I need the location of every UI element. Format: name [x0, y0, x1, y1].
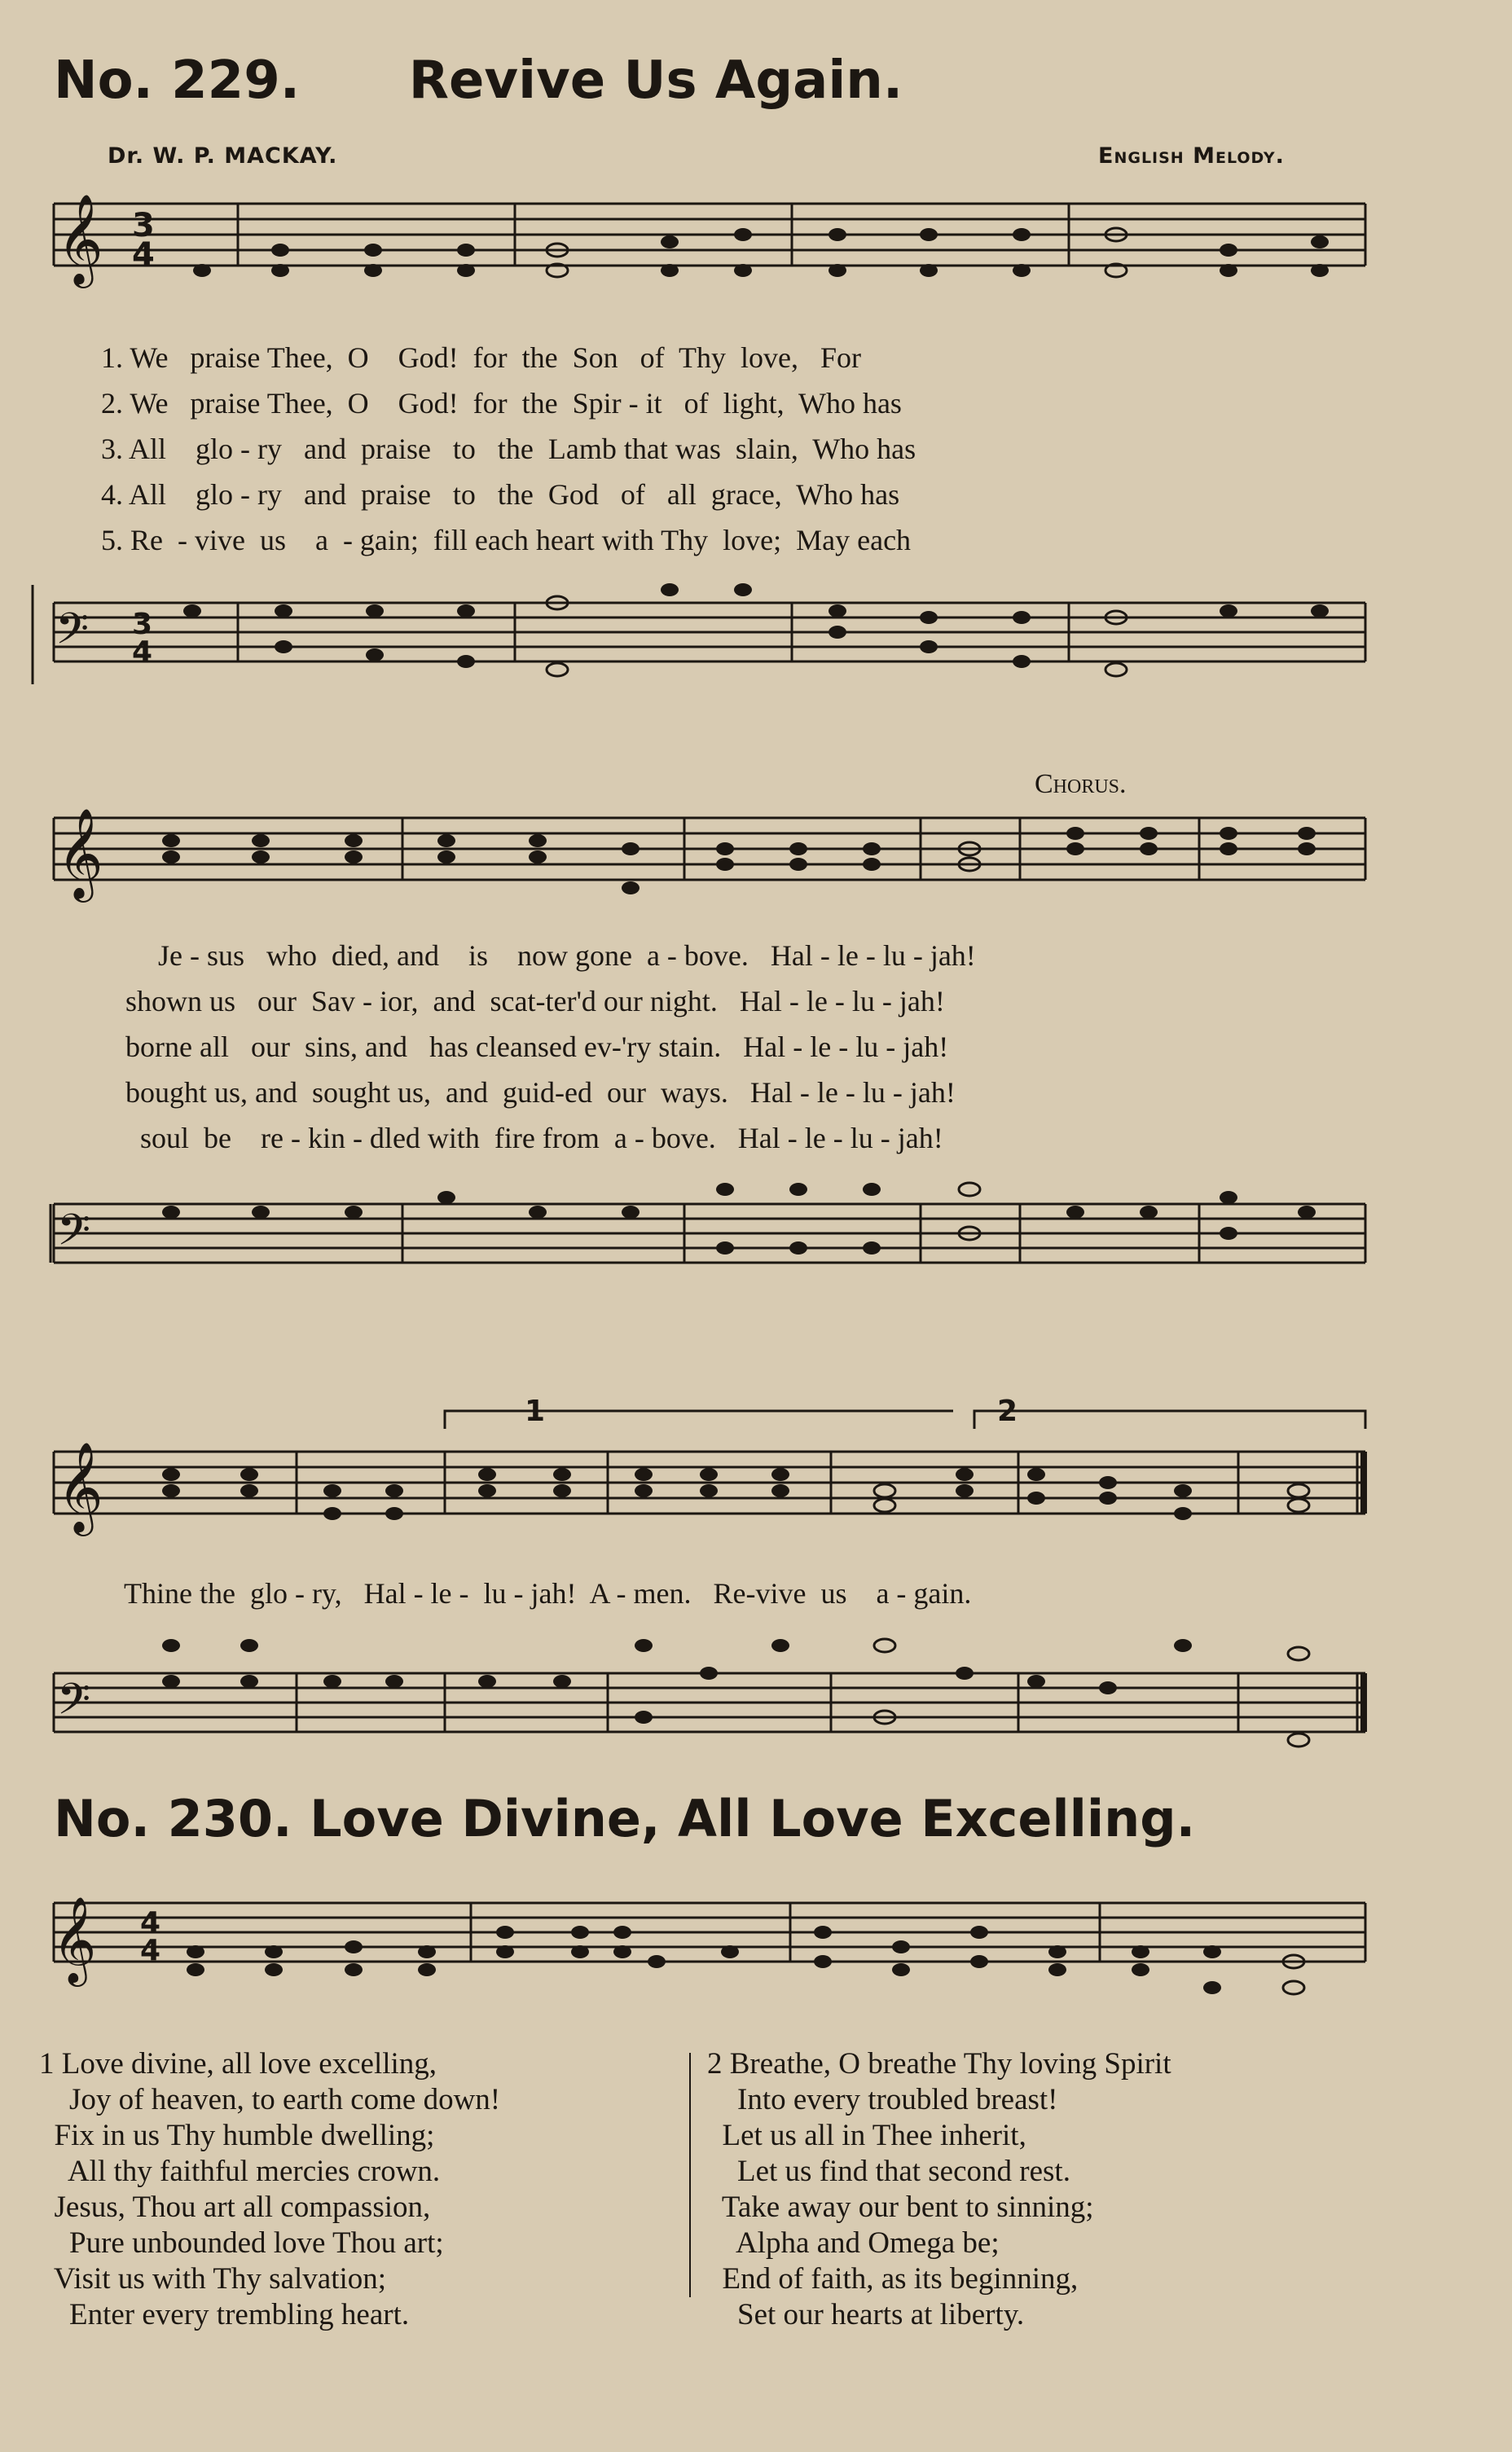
system2-bass-staff [0, 1165, 1512, 1312]
chorus-label: Chorus. [1035, 769, 1127, 799]
first-ending-label: 1 [525, 1395, 546, 1428]
verse-line: Joy of heaven, to earth come down! [39, 2083, 501, 2116]
verse-line: 1 Love divine, all love excelling, [39, 2047, 437, 2081]
verse3-line-b: borne all our sins, and has cleansed ev-'ry stain. Hal - le - lu - jah! [125, 1030, 949, 1063]
svg-text:4: 4 [140, 1906, 161, 1940]
svg-text:4: 4 [132, 236, 155, 274]
svg-text:𝄞: 𝄞 [57, 193, 103, 284]
system3-treble-staff [0, 1401, 1512, 1540]
hymn2-treble-staff [0, 1865, 1512, 2012]
svg-text:𝄢: 𝄢 [55, 604, 90, 665]
verse-line: Into every troubled breast! [707, 2083, 1058, 2116]
verse5-line-a: 5. Re - vive us a - gain; fill each heart with Thy love; May each [101, 524, 912, 556]
svg-text:3: 3 [132, 608, 153, 641]
verse-line: 2 Breathe, O breathe Thy loving Spirit [707, 2047, 1171, 2081]
verse-line: Pure unbounded love Thou art; [39, 2226, 444, 2260]
verse3-line-a: 3. All glo - ry and praise to the Lamb that was slain, Who has [101, 433, 916, 465]
verse-line: Enter every trembling heart. [39, 2298, 410, 2331]
verse-line: Alpha and Omega be; [707, 2226, 1000, 2260]
final-lyric-line: Thine the glo - ry, Hal - le - lu - jah! A - men. Re-vive us a - gain. [124, 1577, 972, 1610]
verse-line: Let us find that second rest. [707, 2155, 1070, 2188]
verse-line: Set our hearts at liberty. [707, 2298, 1025, 2331]
svg-text:𝄢: 𝄢 [57, 1206, 91, 1266]
verse-line: Fix in us Thy humble dwelling; [39, 2119, 435, 2152]
second-ending-label: 2 [997, 1395, 1018, 1428]
verse5-line-b: soul be re - kin - dled with fire from a - bove. Hal - le - lu - jah! [125, 1122, 943, 1154]
svg-text:4: 4 [132, 635, 153, 669]
verse-line: Visit us with Thy salvation; [39, 2262, 387, 2296]
verse-divider [689, 2053, 691, 2297]
svg-text:3: 3 [132, 207, 155, 244]
verse-line: End of faith, as its beginning, [707, 2262, 1079, 2296]
verse2-line-b: shown us our Sav - ior, and scat-ter'd our night. Hal - le - lu - jah! [125, 985, 945, 1017]
verse-line: Let us all in Thee inherit, [707, 2119, 1026, 2152]
svg-text:𝄞: 𝄞 [57, 807, 103, 899]
verse-line: Jesus, Thou art all compassion, [39, 2191, 431, 2224]
verse4-line-b: bought us, and sought us, and guid-ed our ways. Hal - le - lu - jah! [125, 1076, 956, 1109]
tune-credit: English Melody. [1098, 143, 1285, 169]
svg-text:𝄞: 𝄞 [52, 1896, 97, 1983]
verse1-line-a: 1. We praise Thee, O God! for the Son of Thy love, For [101, 341, 861, 374]
verse2-line-a: 2. We praise Thee, O God! for the Spir - it of light, Who has [101, 387, 902, 420]
svg-text:4: 4 [140, 1934, 161, 1967]
svg-text:𝄢: 𝄢 [57, 1675, 91, 1735]
verse-line: All thy faithful mercies crown. [39, 2155, 441, 2188]
system1-treble-staff [0, 189, 1512, 303]
hymn2-title: No. 230. Love Divine, All Love Excelling. [54, 1789, 1196, 1848]
svg-text:𝄞: 𝄞 [57, 1441, 103, 1532]
verse1-line-b: Je - sus who died, and is now gone a - bove. Hal - le - lu - jah! [158, 939, 976, 972]
system3-bass-staff [0, 1621, 1512, 1776]
author-credit: Dr. W. P. MACKAY. [108, 143, 338, 169]
verse-line: Take away our bent to sinning; [707, 2191, 1094, 2224]
hymn-title: No. 229. Revive Us Again. [54, 51, 903, 111]
system1-bass-staff [0, 570, 1512, 709]
verse4-line-a: 4. All glo - ry and praise to the God of all grace, Who has [101, 478, 900, 511]
system2-treble-staff [0, 806, 1512, 921]
